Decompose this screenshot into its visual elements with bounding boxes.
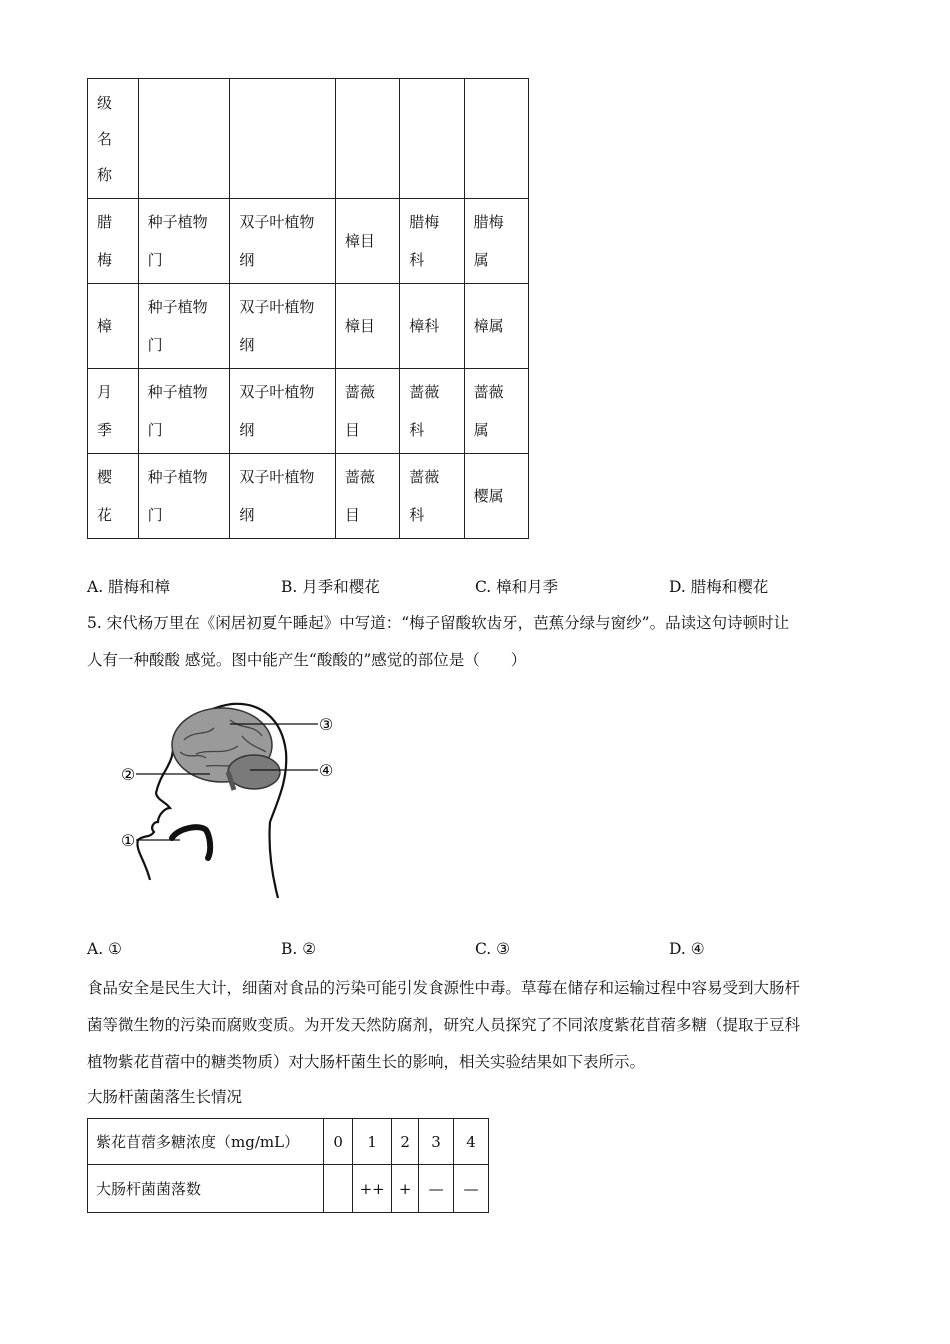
q5-stem-line2: 人有一种酸酸 感觉。图中能产生“酸酸的”感觉的部位是（ ） <box>87 651 527 669</box>
passage-line1: 食品安全是民生大计，细菌对食品的污染可能引发食源性中毒。草莓在储存和运输过程中容易受到大肠杆 <box>87 979 801 997</box>
label-2: ② <box>120 765 136 784</box>
experiment-table <box>87 1118 489 1213</box>
cerebellum <box>228 755 280 789</box>
table-row: 樟 种子植物 门 双子叶植物 纲 樟目 樟科 樟属 <box>88 284 529 369</box>
passage-line2: 菌等微生物的污染而腐败变质。为开发天然防腐剂，研究人员探究了不同浓度紫花苜蓿多糖（提取于豆科 <box>87 1016 801 1034</box>
option-c[interactable]: C. ③ <box>475 940 511 958</box>
table-row: 大肠杆菌菌落数 ++ + — — <box>88 1165 489 1213</box>
option-d[interactable]: D. 腊梅和樱花 <box>669 578 769 596</box>
option-b[interactable]: B. ② <box>281 940 317 958</box>
table-row: 紫花苜蓿多糖浓度（mg/mL） 0 1 2 3 4 <box>88 1119 489 1165</box>
tongue-shape <box>172 827 210 858</box>
label-4: ④ <box>318 761 334 780</box>
label-3: ③ <box>318 715 334 734</box>
option-a[interactable]: A. 腊梅和樟 <box>87 578 171 596</box>
q5-options <box>87 940 887 964</box>
option-c[interactable]: C. 樟和月季 <box>475 578 559 596</box>
label-1: ① <box>120 831 136 850</box>
table-row: 樱 花 种子植物 门 双子叶植物 纲 蔷薇 目 蔷薇 科 樱属 <box>88 454 529 539</box>
q4-options <box>87 575 887 599</box>
q5-stem-line1: 5. 宋代杨万里在《闲居初夏午睡起》中写道：“梅子留酸软齿牙，芭蕉分绿与窗纱”。品读这句诗顿时让 <box>87 614 790 632</box>
option-d[interactable]: D. ④ <box>669 940 705 958</box>
table-header-label: 级 名 称 <box>88 79 139 199</box>
option-b[interactable]: B. 月季和樱花 <box>281 578 380 596</box>
option-a[interactable]: A. ① <box>87 940 122 958</box>
head-brain-figure <box>110 690 350 905</box>
classification-table <box>87 78 529 539</box>
table-row: 腊 梅 种子植物 门 双子叶植物 纲 樟目 腊梅 科 腊梅 属 <box>88 199 529 284</box>
passage-line3: 植物紫花苜蓿中的糖类物质）对大肠杆菌生长的影响，相关实验结果如下表所示。 <box>87 1053 646 1071</box>
table-caption: 大肠杆菌菌落生长情况 <box>87 1088 243 1106</box>
table-row: 月 季 种子植物 门 双子叶植物 纲 蔷薇 目 蔷薇 科 蔷薇 属 <box>88 369 529 454</box>
